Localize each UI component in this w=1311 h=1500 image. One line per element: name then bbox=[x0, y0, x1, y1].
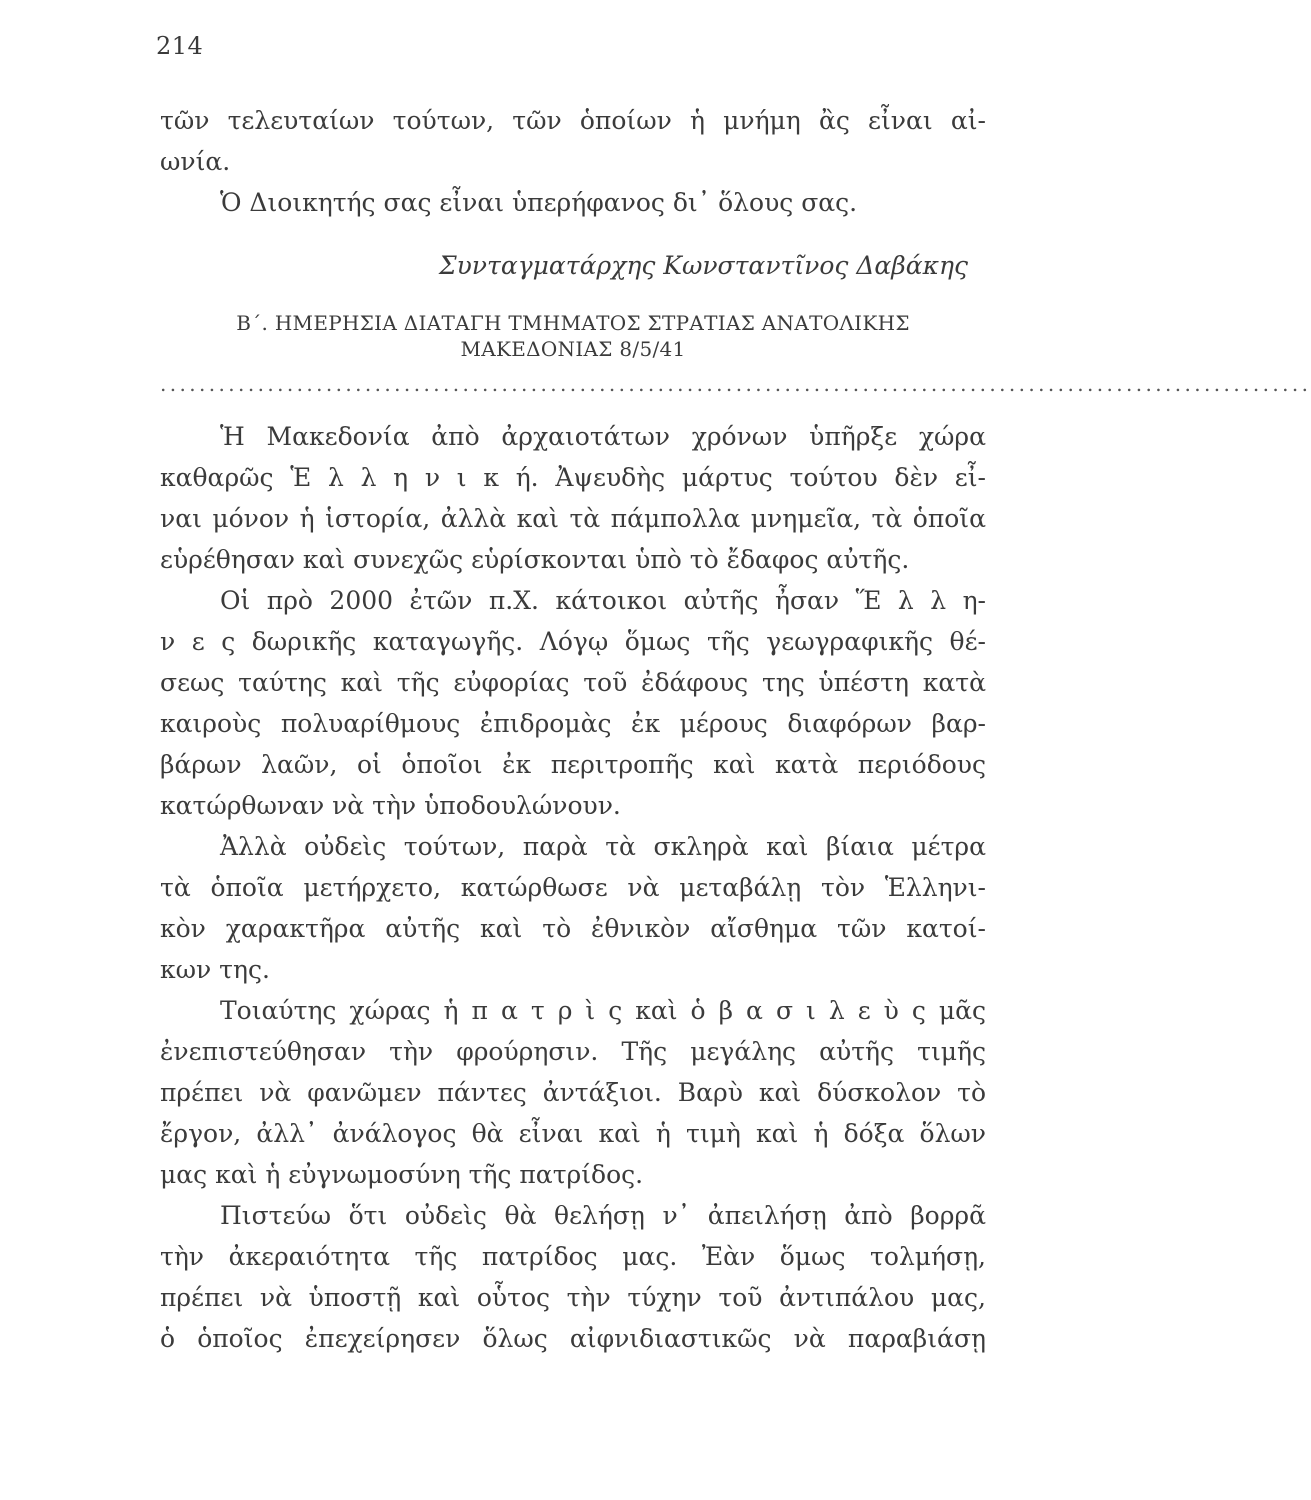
paragraph-line: κὸν χαρακτῆρα αὐτῆς καὶ τὸ ἐθνικὸν αἴσθημα τῶν κατοί- bbox=[160, 914, 986, 943]
paragraph-line: ἔργον, ἀλλ᾽ ἀνάλογος θὰ εἶναι καὶ ἡ τιμὴ καὶ ἡ δόξα ὅλων bbox=[160, 1119, 986, 1148]
intro-line: ωνία. bbox=[160, 147, 231, 176]
paragraph-line: τὰ ὁποῖα μετήρχετο, κατώρθωσε νὰ μεταβάλῃ τὸν Ἑλληνι- bbox=[160, 873, 986, 902]
paragraph-line: πρέπει νὰ φανῶμεν πάντες ἀντάξιοι. Βαρὺ καὶ δύσκολον τὸ bbox=[160, 1078, 986, 1107]
paragraph-line: τὴν ἀκεραιότητα τῆς πατρίδος μας. Ἐὰν ὅμως τολμήσῃ, bbox=[160, 1242, 986, 1271]
paragraph-line: κων της. bbox=[160, 955, 270, 984]
paragraph bbox=[160, 1195, 986, 1359]
paragraph-line: ν ε ς δωρικῆς καταγωγῆς. Λόγῳ ὅμως τῆς γεωγραφικῆς θέ- bbox=[160, 627, 986, 656]
paragraph bbox=[160, 990, 986, 1195]
paragraph-line: καιροὺς πολυαρίθμους ἐπιδρομὰς ἐκ μέρους διαφόρων βαρ- bbox=[160, 709, 986, 738]
paragraph-line: σεως ταύτης καὶ τῆς εὐφορίας τοῦ ἐδάφους της ὑπέστη κατὰ bbox=[160, 668, 986, 697]
intro-line: τῶν τελευταίων τούτων, τῶν ὁποίων ἡ μνήμη ἂς εἶναι αἰ- bbox=[160, 106, 986, 135]
page-text bbox=[160, 100, 1311, 1359]
paragraph-line: Τοιαύτης χώρας ἡ π α τ ρ ὶ ς καὶ ὁ β α σ ι λ ε ὺ ς μᾶς bbox=[220, 996, 986, 1025]
paragraph-line: κατώρθωναν νὰ τὴν ὑποδουλώνουν. bbox=[160, 791, 621, 820]
paragraph-line: βάρων λαῶν, οἱ ὁποῖοι ἐκ περιτροπῆς καὶ κατὰ περιόδους bbox=[160, 750, 986, 779]
paragraph bbox=[160, 826, 986, 990]
order-heading-line-1: Β΄. ΗΜΕΡΗΣΙΑ ΔΙΑΤΑΓΗ ΤΜΗΜΑΤΟΣ ΣΤΡΑΤΙΑΣ ΑΝΑΤΟΛΙΚΗΣ bbox=[236, 311, 910, 335]
paragraph-line: μας καὶ ἡ εὐγνωμοσύνη τῆς πατρίδος. bbox=[160, 1160, 644, 1189]
paragraph bbox=[160, 580, 986, 826]
ellipsis-separator: ...................................................................................................................... bbox=[160, 372, 1311, 396]
closing-line: Ὁ Διοικητής σας εἶναι ὑπερήφανος δι᾽ ὅλους σας. bbox=[220, 188, 858, 217]
paragraph-line: ὁ ὁποῖος ἐπεχείρησεν ὅλως αἰφνιδιαστικῶς νὰ παραβιάσῃ bbox=[160, 1324, 986, 1353]
paragraph bbox=[160, 416, 986, 580]
page-number: 214 bbox=[156, 32, 204, 60]
paragraph-line: Πιστεύω ὅτι οὐδεὶς θὰ θελήσῃ ν᾽ ἀπειλήσῃ ἀπὸ βορρᾶ bbox=[220, 1201, 986, 1230]
paragraph-line: καθαρῶς Ἑ λ λ η ν ι κ ή. Ἀψευδὴς μάρτυς τούτου δὲν εἶ- bbox=[160, 463, 986, 492]
order-heading-line-2: ΜΑΚΕΔΟΝΙΑΣ 8/5/41 bbox=[460, 337, 686, 361]
paragraph-line: πρέπει νὰ ὑποστῇ καὶ οὗτος τὴν τύχην τοῦ ἀντιπάλου μας, bbox=[160, 1283, 986, 1312]
signature: Συνταγματάρχης Κωνσταντῖνος Δαβάκης bbox=[438, 251, 968, 280]
paragraph-line: εὑρέθησαν καὶ συνεχῶς εὑρίσκονται ὑπὸ τὸ ἔδαφος αὐτῆς. bbox=[160, 545, 910, 574]
paragraph-line: ναι μόνον ἡ ἱστορία, ἀλλὰ καὶ τὰ πάμπολλα μνημεῖα, τὰ ὁποῖα bbox=[160, 504, 986, 533]
paragraph-line: Ἀλλὰ οὐδεὶς τούτων, παρὰ τὰ σκληρὰ καὶ βίαια μέτρα bbox=[220, 832, 986, 861]
paragraph-line: Οἱ πρὸ 2000 ἐτῶν π.Χ. κάτοικοι αὐτῆς ἦσαν Ἕ λ λ η- bbox=[220, 586, 986, 615]
paragraph-line: ἐνεπιστεύθησαν τὴν φρούρησιν. Τῆς μεγάλης αὐτῆς τιμῆς bbox=[160, 1037, 986, 1066]
paragraph-line: Ἡ Μακεδονία ἀπὸ ἀρχαιοτάτων χρόνων ὑπῆρξε χώρα bbox=[220, 422, 986, 451]
